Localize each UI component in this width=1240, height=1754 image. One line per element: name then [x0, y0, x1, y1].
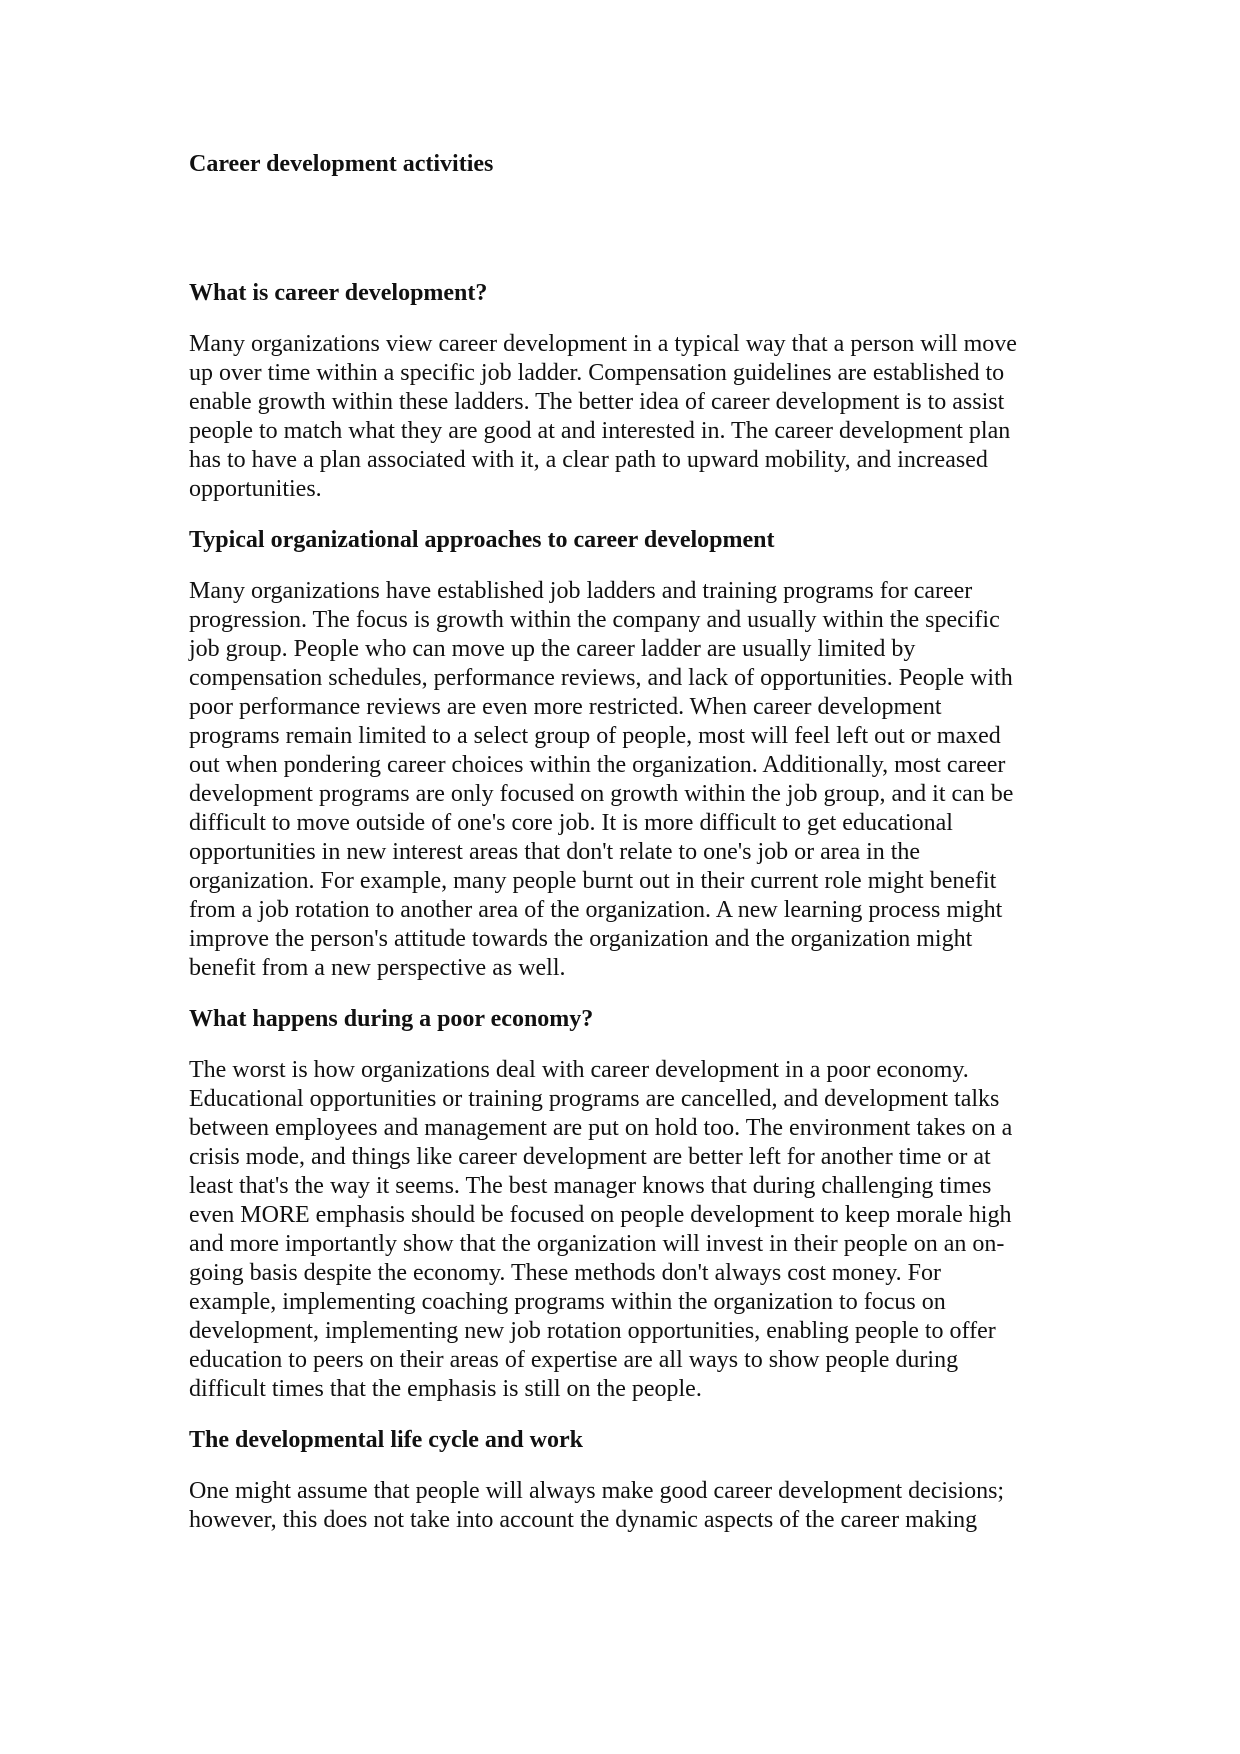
paragraph-line: development programs are only focused on growth within the job group, and it can be: [189, 781, 1014, 807]
paragraph-line: enable growth within these ladders. The better idea of career development is to assist: [189, 389, 1005, 415]
paragraph-line: education to peers on their areas of expertise are all ways to show people during: [189, 1347, 959, 1373]
paragraph-line: improve the person's attitude towards the organization and the organization might: [189, 926, 973, 952]
paragraph-line: difficult to move outside of one's core job. It is more difficult to get educational: [189, 810, 953, 836]
section-heading: The developmental life cycle and work: [189, 1427, 583, 1453]
paragraph-line: however, this does not take into account the dynamic aspects of the career making: [189, 1507, 978, 1533]
paragraph-line: crisis mode, and things like career development are better left for another time or at: [189, 1144, 991, 1170]
section-paragraph: [189, 577, 1069, 983]
document-body: [189, 279, 1069, 1535]
paragraph-line: people to match what they are good at and interested in. The career development plan: [189, 418, 1011, 444]
paragraph-line: between employees and management are put on hold too. The environment takes on a: [189, 1115, 1013, 1141]
section-paragraph: [189, 1056, 1069, 1404]
paragraph-line: benefit from a new perspective as well.: [189, 955, 566, 981]
paragraph-line: from a job rotation to another area of the organization. A new learning process might: [189, 897, 1003, 923]
paragraph-line: example, implementing coaching programs within the organization to focus on: [189, 1289, 946, 1315]
paragraph-line: Many organizations have established job ladders and training programs for career: [189, 578, 973, 604]
paragraph-line: even MORE emphasis should be focused on people development to keep morale high: [189, 1202, 1012, 1228]
paragraph-line: Educational opportunities or training programs are cancelled, and development talks: [189, 1086, 1000, 1112]
paragraph-line: up over time within a specific job ladder. Compensation guidelines are established to: [189, 360, 1005, 386]
paragraph-line: and more importantly show that the organization will invest in their people on an on-: [189, 1231, 1005, 1257]
paragraph-line: progression. The focus is growth within the company and usually within the specific: [189, 607, 1000, 633]
paragraph-line: has to have a plan associated with it, a clear path to upward mobility, and increased: [189, 447, 988, 473]
paragraph-line: organization. For example, many people burnt out in their current role might benefit: [189, 868, 997, 894]
paragraph-line: out when pondering career choices within the organization. Additionally, most career: [189, 752, 1006, 778]
paragraph-line: opportunities in new interest areas that don't relate to one's job or area in the: [189, 839, 921, 865]
section-heading: What happens during a poor economy?: [189, 1006, 594, 1032]
section-heading: What is career development?: [189, 280, 488, 306]
paragraph-line: compensation schedules, performance reviews, and lack of opportunities. People with: [189, 665, 1013, 691]
paragraph-line: job group. People who can move up the career ladder are usually limited by: [189, 636, 916, 662]
paragraph-line: One might assume that people will always make good career development decisions;: [189, 1478, 1005, 1504]
section-heading: Typical organizational approaches to career development: [189, 527, 775, 553]
paragraph-line: poor performance reviews are even more restricted. When career development: [189, 694, 942, 720]
paragraph-line: least that's the way it seems. The best manager knows that during challenging times: [189, 1173, 992, 1199]
paragraph-line: The worst is how organizations deal with career development in a poor economy.: [189, 1057, 969, 1083]
section-paragraph: [189, 330, 1069, 504]
paragraph-line: difficult times that the emphasis is still on the people.: [189, 1376, 702, 1402]
paragraph-line: development, implementing new job rotation opportunities, enabling people to offer: [189, 1318, 996, 1344]
document-page: [189, 150, 1069, 1535]
paragraph-line: going basis despite the economy. These methods don't always cost money. For: [189, 1260, 941, 1286]
paragraph-line: Many organizations view career development in a typical way that a person will move: [189, 331, 1017, 357]
paragraph-line: opportunities.: [189, 476, 322, 502]
section-paragraph: [189, 1477, 1069, 1535]
document-title: Career development activities: [189, 151, 494, 177]
paragraph-line: programs remain limited to a select group of people, most will feel left out or maxed: [189, 723, 1001, 749]
